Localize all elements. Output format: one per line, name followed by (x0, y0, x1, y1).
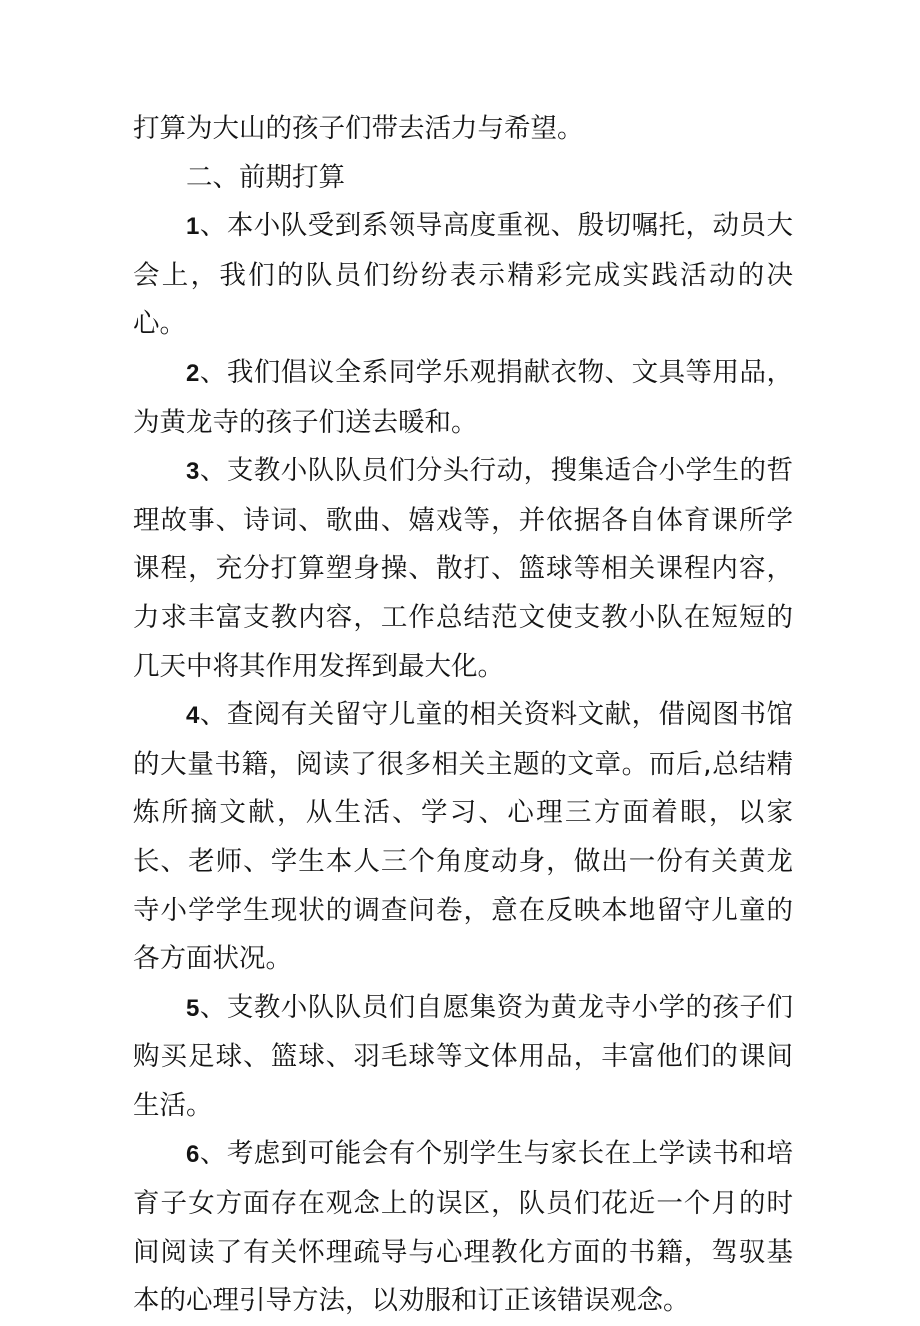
item-text: 、支教小队队员们分头行动，搜集适合小学生的哲理故事、诗词、歌曲、嬉戏等，并依据各自体育课所学课程，充分打算塑身操、散打、篮球等相关课程内容，力求丰富支教内容，工作总结范文使支教小队在短短的几天中将其作用发挥到最大化。 (133, 455, 793, 682)
document-body (133, 105, 793, 1326)
item-number: 6 (186, 1141, 200, 1169)
list-item (133, 202, 793, 349)
item-text: 、本小队受到系领导高度重视、殷切嘱托，动员大会上，我们的队员们纷纷表示精彩完成实践活动的决心。 (133, 210, 793, 340)
item-number: 1 (186, 213, 200, 241)
item-text: 、支教小队队员们自愿集资为黄龙寺小学的孩子们购买足球、篮球、羽毛球等文体用品，丰富他们的课间生活。 (133, 991, 793, 1121)
section-heading: 二、前期打算 (186, 161, 345, 193)
item-text: 、我们倡议全系同学乐观捐献衣物、文具等用品，为黄龙寺的孩子们送去暖和。 (133, 356, 793, 438)
item-number: 3 (186, 458, 200, 486)
item-number: 4 (186, 702, 200, 730)
item-text: 、考虑到可能会有个别学生与家长在上学读书和培育子女方面存在观念上的误区，队员们花近一个月的时间阅读了有关怀理疏导与心理教化方面的书籍，驾驭基本的心理引导方法，以劝服和订正该错误观念。 (133, 1138, 793, 1317)
item-number: 5 (186, 994, 200, 1022)
list-item (133, 984, 793, 1131)
list-item (133, 691, 793, 984)
continuation-paragraph: 打算为大山的孩子们带去活力与希望。 (133, 113, 584, 144)
list-item (133, 447, 793, 691)
item-number: 2 (186, 359, 200, 387)
list-item (133, 349, 793, 447)
list-item (133, 1130, 793, 1325)
item-text: 、查阅有关留守儿童的相关资料文献，借阅图书馆的大量书籍，阅读了很多相关主题的文章。而后,总结精炼所摘文献，从生活、学习、心理三方面着眼，以家长、老师、学生本人三个角度动身，做出一份有关黄龙寺小学学生现状的调查问卷，意在反映本地留守儿童的各方面状况。 (133, 699, 793, 975)
